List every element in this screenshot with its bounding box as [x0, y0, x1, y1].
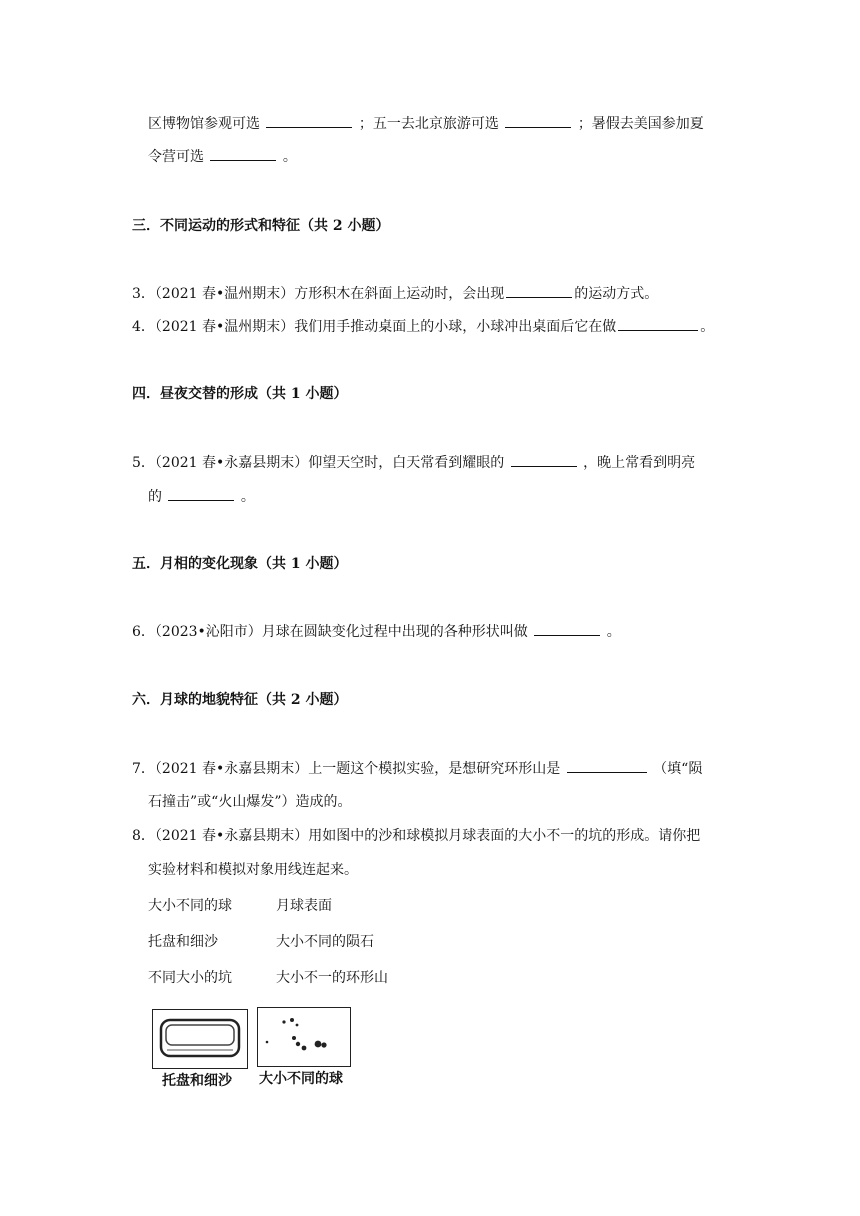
answer-blank — [506, 283, 572, 298]
tray-icon — [153, 1010, 247, 1068]
question-5-line-2: 的 。 — [148, 486, 255, 507]
question-2-line-2: 令营可选 。 — [148, 146, 297, 167]
answer-blank — [505, 113, 571, 128]
question-8-line-2: 实验材料和模拟对象用线连起来。 — [148, 862, 358, 878]
answer-blank — [266, 113, 352, 128]
balls-caption: 大小不同的球 — [259, 1071, 343, 1087]
match-left-1: 大小不同的球 — [148, 898, 232, 914]
answer-blank — [168, 486, 234, 501]
question-3: 3．（2021 春•温州期末）方形积木在斜面上运动时，会出现 的运动方式。 — [132, 283, 658, 304]
question-4: 4．（2021 春•温州期末）我们用手推动桌面上的小球，小球冲出桌面后它在做 。 — [132, 316, 714, 337]
question-8-line-1: 8．（2021 春•永嘉县期末）用如图中的沙和球模拟月球表面的大小不一的坑的形成。请你把 — [132, 828, 701, 844]
question-7-line-1: 7．（2021 春•永嘉县期末）上一题这个模拟实验，是想研究环形山是 （填“陨 — [132, 758, 702, 779]
answer-blank — [534, 621, 600, 636]
answer-blank — [511, 452, 577, 467]
match-right-3: 大小不一的环形山 — [276, 970, 388, 986]
match-left-2: 托盘和细沙 — [148, 934, 218, 950]
balls-figure — [257, 1007, 351, 1067]
question-6: 6．（2023•沁阳市）月球在圆缺变化过程中出现的各种形状叫做 。 — [132, 621, 621, 642]
match-right-1: 月球表面 — [276, 898, 332, 914]
question-2-line-1: 区博物馆参观可选 ；五一去北京旅游可选 ；暑假去美国参加夏 — [148, 113, 704, 134]
balls-icon — [258, 1008, 350, 1066]
section-5-heading: 五．月相的变化现象（共 1 小题） — [132, 556, 348, 572]
match-left-3: 不同大小的坑 — [148, 970, 232, 986]
answer-blank — [618, 316, 698, 331]
section-3-heading: 三．不同运动的形式和特征（共 2 小题） — [132, 218, 390, 234]
answer-blank — [567, 758, 647, 773]
section-6-heading: 六．月球的地貌特征（共 2 小题） — [132, 692, 348, 708]
tray-sand-figure — [152, 1009, 248, 1069]
section-4-heading: 四．昼夜交替的形成（共 1 小题） — [132, 386, 348, 402]
tray-sand-caption: 托盘和细沙 — [162, 1073, 232, 1089]
question-5-line-1: 5．（2021 春•永嘉县期末）仰望天空时，白天常看到耀眼的 ，晚上常看到明亮 — [132, 452, 695, 473]
answer-blank — [210, 146, 276, 161]
match-right-2: 大小不同的陨石 — [276, 934, 374, 950]
question-7-line-2: 石撞击”或“火山爆发”）造成的。 — [148, 794, 352, 810]
